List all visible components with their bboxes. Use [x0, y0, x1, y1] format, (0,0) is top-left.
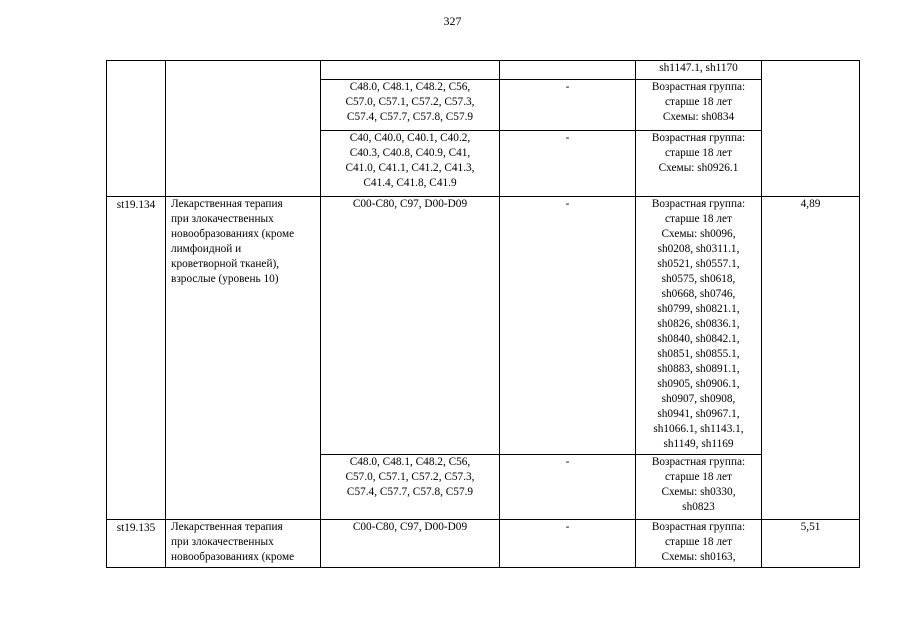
- name-cell: Лекарственная терапия при злокачественных новообразованиях (кроме лимфоидной и кроветворной тканей), взрослые (уровень 10): [166, 197, 321, 520]
- coefficient-cell: [762, 61, 860, 197]
- code-cell: st19.135: [107, 520, 166, 568]
- criteria-cell: -: [500, 455, 636, 520]
- other-criteria-cell: Возрастная группа: старше 18 лет Схемы: sh0163,: [636, 520, 762, 568]
- coefficient-cell: 5,51: [762, 520, 860, 568]
- name-cell: [166, 61, 321, 197]
- mkb-cell: C40, C40.0, C40.1, C40.2, C40.3, C40.8, C40.9, C41, C41.0, C41.1, C41.2, C41.3, C41.4, C41.8, C41.9: [321, 131, 500, 197]
- criteria-cell: -: [500, 520, 636, 568]
- criteria-cell: -: [500, 197, 636, 455]
- table-row: [107, 520, 860, 568]
- criteria-cell: [500, 61, 636, 80]
- page-number: 327: [443, 14, 462, 28]
- other-criteria-cell: sh1147.1, sh1170: [636, 61, 762, 80]
- mkb-cell: C48.0, C48.1, C48.2, C56, C57.0, C57.1, C57.2, C57.3, C57.4, C57.7, C57.8, C57.9: [321, 80, 500, 131]
- table-row: [107, 61, 860, 80]
- mkb-cell: C48.0, C48.1, C48.2, C56, C57.0, C57.1, C57.2, C57.3, C57.4, C57.7, C57.8, C57.9: [321, 455, 500, 520]
- tariff-table: [106, 60, 860, 568]
- criteria-cell: -: [500, 80, 636, 131]
- name-cell: Лекарственная терапия при злокачественных новообразованиях (кроме: [166, 520, 321, 568]
- other-criteria-cell: Возрастная группа: старше 18 лет Схемы: sh0926.1: [636, 131, 762, 197]
- other-criteria-cell: Возрастная группа: старше 18 лет Схемы: sh0330, sh0823: [636, 455, 762, 520]
- other-criteria-cell: Возрастная группа: старше 18 лет Схемы: sh0096, sh0208, sh0311.1, sh0521, sh0557.1, sh0575, sh0618, sh0668, sh0746, sh0799, sh0821.1, sh0826, sh0836.1, sh0840, sh0842.1, sh0851, sh0855.1, sh0883, sh0891.1, sh0905, sh0906.1, sh0907, sh0908, sh0941, sh0967.1, sh1066.1, sh1143.1, sh1149, sh1169: [636, 197, 762, 455]
- table-row: [107, 197, 860, 455]
- mkb-cell: C00-C80, C97, D00-D09: [321, 197, 500, 455]
- code-cell: st19.134: [107, 197, 166, 520]
- code-cell: [107, 61, 166, 197]
- mkb-cell: C00-C80, C97, D00-D09: [321, 520, 500, 568]
- criteria-cell: -: [500, 131, 636, 197]
- coefficient-cell: 4,89: [762, 197, 860, 520]
- other-criteria-cell: Возрастная группа: старше 18 лет Схемы: sh0834: [636, 80, 762, 131]
- mkb-cell: [321, 61, 500, 80]
